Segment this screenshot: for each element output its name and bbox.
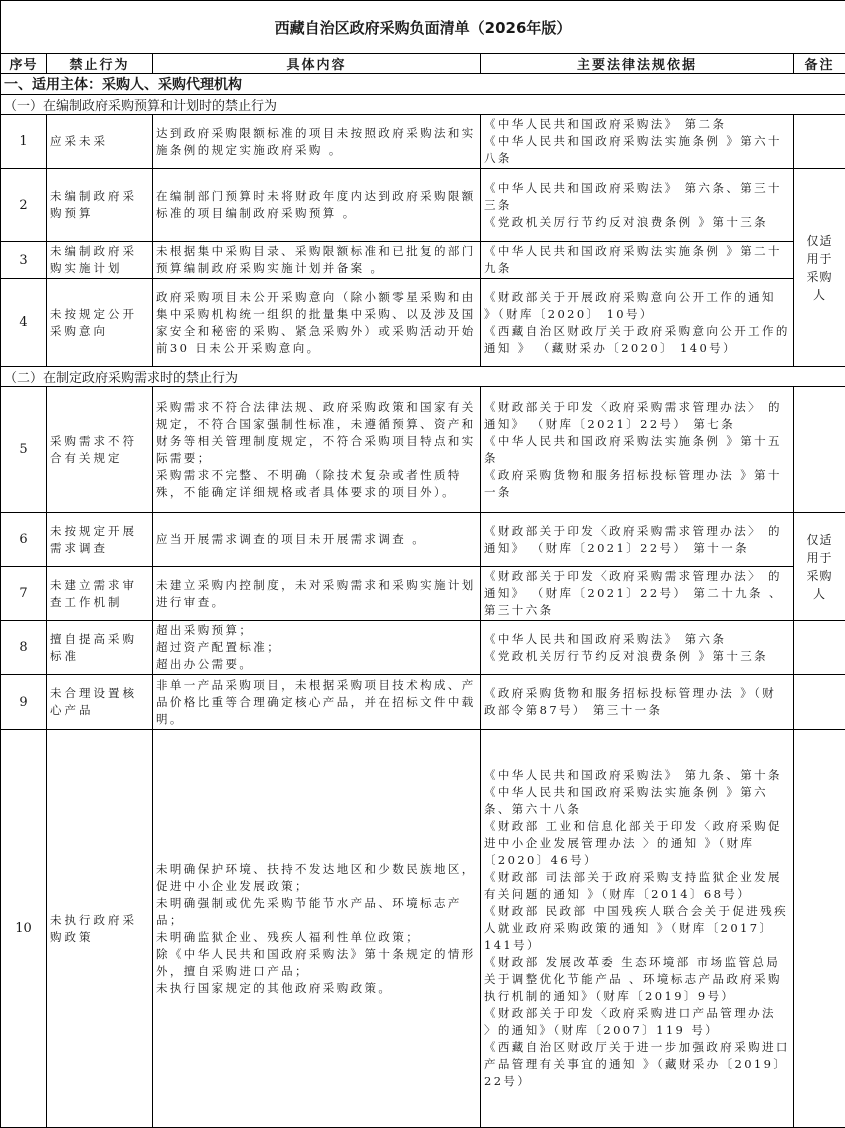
row-content: 未明确保护环境、扶持不发达地区和少数民族地区，促进中小企业发展政策； 未明确强制或优先采购节能节水产品、环境标志产品； 未明确监狱企业、残疾人福利性单位政策； 除《中华人民共和国政府采购法》第十条规定的情形外，擅自采购进口产品； 未执行国家规定的其他政府采购政策。 xyxy=(153,730,481,1128)
row-content: 在编制部门预算时未将财政年度内达到政府采购限额标准的项目编制政府采购预算 。 xyxy=(153,169,481,242)
row-content: 达到政府采购限额标准的项目未按照政府采购法和实施条例的规定实施政府采购 。 xyxy=(153,115,481,169)
row-content: 非单一产品采购项目，未根据采购项目技术构成、产品价格比重等合理确定核心产品，并在招标文件中载明。 xyxy=(153,675,481,730)
row-remark-merged: 仅适用于采购人 xyxy=(794,513,845,621)
column-header-content: 具体内容 xyxy=(153,54,481,74)
table-row xyxy=(1,567,845,621)
row-behavior: 未按规定公开采购意向 xyxy=(47,279,153,367)
row-number: 10 xyxy=(1,730,47,1128)
row-behavior: 未按规定开展需求调查 xyxy=(47,513,153,567)
row-behavior: 未执行政府采购政策 xyxy=(47,730,153,1128)
row-content: 应当开展需求调查的项目未开展需求调查 。 xyxy=(153,513,481,567)
table-row xyxy=(1,675,845,730)
table-row xyxy=(1,115,845,169)
table-row xyxy=(1,730,845,1128)
table-row xyxy=(1,621,845,675)
row-content: 未根据集中采购目录、采购限额标准和已批复的部门预算编制政府采购实施计划并备案 。 xyxy=(153,242,481,279)
row-legal-basis: 《政府采购货物和服务招标投标管理办法 》（财政部令第87号） 第三十一条 xyxy=(481,675,794,730)
row-remark-merged: 仅适用于采购人 xyxy=(794,169,845,367)
row-number: 7 xyxy=(1,567,47,621)
row-number: 6 xyxy=(1,513,47,567)
column-header-legal-basis: 主要法律法规依据 xyxy=(481,54,794,74)
row-legal-basis: 《财政部关于印发〈政府采购需求管理办法〉 的通知》 （财库〔2021〕22号） 第七条 《中华人民共和国政府采购法实施条例 》第十五条 《政府采购货物和服务招标投标管理办法 》第十一条 xyxy=(481,387,794,513)
row-behavior: 应采未采 xyxy=(47,115,153,169)
row-remark xyxy=(794,675,845,730)
row-number: 9 xyxy=(1,675,47,730)
row-legal-basis: 《中华人民共和国政府采购法》 第九条、第十条 《中华人民共和国政府采购法实施条例 》第六条、第六十八条 《财政部 工业和信息化部关于印发〈政府采购促进中小企业发展管理办法 〉的通知 》（财库〔2020〕46号） 《财政部 司法部关于政府采购支持监狱企业发展有关问题的通知 》（财库〔2014〕68号） 《财政部 民政部 中国残疾人联合会关于促进残疾人就业政府采购政策的通知 》（财库〔2017〕 141号） 《财政部 发展改革委 生态环境部 市场监管总局关于调整优化节能产品 、环境标志产品政府采购执行机制的通知》（财库〔2019〕9号） 《财政部关于印发〈政府采购进口产品管理办法 〉的通知》（财库〔2007〕119 号） 《西藏自治区财政厅关于进一步加强政府采购进口产品管理有关事宜的通知 》（藏财采办〔2019〕22号） xyxy=(481,730,794,1128)
row-legal-basis: 《财政部关于开展政府采购意向公开工作的通知 》（财库〔2020〕 10号） 《西藏自治区财政厅关于政府采购意向公开工作的通知 》 （藏财采办〔2020〕 140号） xyxy=(481,279,794,367)
row-behavior: 采购需求不符合有关规定 xyxy=(47,387,153,513)
subsection-title: （一）在编制政府采购预算和计划时的禁止行为 xyxy=(1,95,845,115)
table-row xyxy=(1,242,845,279)
row-content: 超出采购预算； 超过资产配置标准； 超出办公需要。 xyxy=(153,621,481,675)
row-remark xyxy=(794,115,845,169)
row-behavior: 未编制政府采购预算 xyxy=(47,169,153,242)
row-legal-basis: 《财政部关于印发〈政府采购需求管理办法〉 的通知》 （财库〔2021〕22号） 第十一条 xyxy=(481,513,794,567)
table-row xyxy=(1,513,845,567)
row-number: 2 xyxy=(1,169,47,242)
row-number: 1 xyxy=(1,115,47,169)
row-remark xyxy=(794,621,845,675)
column-header-behavior: 禁止行为 xyxy=(47,54,153,74)
row-behavior: 未建立需求审查工作机制 xyxy=(47,567,153,621)
column-header-remark: 备注 xyxy=(794,54,845,74)
row-number: 4 xyxy=(1,279,47,367)
row-remark xyxy=(794,387,845,513)
table-row xyxy=(1,387,845,513)
row-legal-basis: 《中华人民共和国政府采购法》 第六条 《党政机关厉行节约反对浪费条例 》第十三条 xyxy=(481,621,794,675)
row-remark xyxy=(794,730,845,1128)
column-header-row xyxy=(1,54,845,74)
row-behavior: 未编制政府采购实施计划 xyxy=(47,242,153,279)
column-header-number: 序号 xyxy=(1,54,47,74)
row-behavior: 未合理设置核心产品 xyxy=(47,675,153,730)
document-title: 西藏自治区政府采购负面清单（2026年版） xyxy=(1,1,845,54)
row-legal-basis: 《中华人民共和国政府采购法实施条例 》第二十九条 xyxy=(481,242,794,279)
table-row xyxy=(1,279,845,367)
row-content: 政府采购项目未公开采购意向（除小额零星采购和由集中采购机构统一组织的批量集中采购、以及涉及国家安全和秘密的采购、紧急采购外）或采购活动开始前30 日未公开采购意向。 xyxy=(153,279,481,367)
row-behavior: 擅自提高采购标准 xyxy=(47,621,153,675)
row-number: 5 xyxy=(1,387,47,513)
section-title: 一、适用主体：采购人、采购代理机构 xyxy=(1,74,845,95)
table-row xyxy=(1,169,845,242)
row-number: 8 xyxy=(1,621,47,675)
row-number: 3 xyxy=(1,242,47,279)
row-legal-basis: 《财政部关于印发〈政府采购需求管理办法〉 的通知》 （财库〔2021〕22号） 第二十九条 、第三十六条 xyxy=(481,567,794,621)
row-legal-basis: 《中华人民共和国政府采购法》 第六条、第三十三条 《党政机关厉行节约反对浪费条例 》第十三条 xyxy=(481,169,794,242)
row-legal-basis: 《中华人民共和国政府采购法》 第二条 《中华人民共和国政府采购法实施条例 》第六十八条 xyxy=(481,115,794,169)
subsection-title: （二）在制定政府采购需求时的禁止行为 xyxy=(1,367,845,387)
row-content: 未建立采购内控制度，未对采购需求和采购实施计划进行审查。 xyxy=(153,567,481,621)
row-content: 采购需求不符合法律法规、政府采购政策和国家有关规定，不符合国家强制性标准，未遵循预算、资产和财务等相关管理制度规定，不符合采购项目特点和实际需要； 采购需求不完整、不明确（除技术复杂或者性质特殊，不能确定详细规格或者具体要求的项目外）。 xyxy=(153,387,481,513)
